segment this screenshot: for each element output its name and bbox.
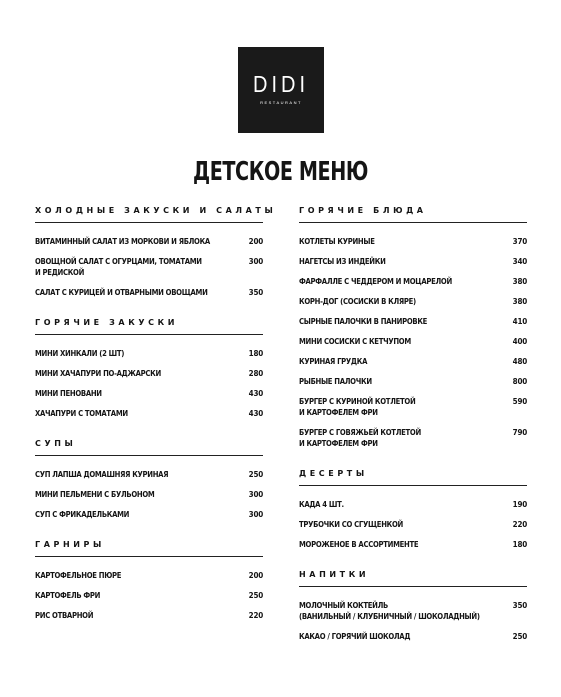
section-title: ХОЛОДНЫЕ ЗАКУСКИ И САЛАТЫ <box>35 206 263 223</box>
menu-item-price: 380 <box>512 277 527 286</box>
menu-item-name-line: КАКАО / ГОРЯЧИЙ ШОКОЛАД <box>299 632 411 641</box>
menu-section <box>35 206 277 298</box>
menu-item <box>299 236 527 247</box>
menu-item-name-line: ФАРФАЛЛЕ С ЧЕДДЕРОМ И МОЦАРЕЛОЙ <box>299 277 452 286</box>
menu-item-name-line: ВИТАМИННЫЙ САЛАТ ИЗ МОРКОВИ И ЯБЛОКА <box>35 237 210 246</box>
menu-item <box>299 631 527 642</box>
menu-section <box>299 469 527 550</box>
menu-item-name-line: МИНИ ХАЧАПУРИ ПО-АДЖАРСКИ <box>35 369 161 378</box>
menu-item-price: 300 <box>248 490 263 499</box>
menu-item-name <box>35 509 129 520</box>
menu-item-name <box>35 489 154 500</box>
menu-item-name <box>35 287 208 298</box>
menu-item-name-line: И РЕДИСКОЙ <box>35 268 85 277</box>
menu-item-name <box>299 519 403 530</box>
menu-item-name <box>299 376 372 387</box>
menu-item <box>35 408 263 419</box>
menu-item-name-line: КАРТОФЕЛЬНОЕ ПЮРЕ <box>35 571 122 580</box>
menu-section <box>35 439 263 520</box>
menu-item-name-line: ТРУБОЧКИ СО СГУЩЕНКОЙ <box>299 520 403 529</box>
menu-item <box>35 590 263 601</box>
menu-item-price: 190 <box>512 500 527 509</box>
menu-item <box>299 499 527 510</box>
menu-item-name-line: БУРГЕР С КУРИНОЙ КОТЛЕТОЙ <box>299 397 416 406</box>
menu-item <box>299 427 527 449</box>
menu-item-name <box>299 396 415 418</box>
menu-item-name-line: И КАРТОФЕЛЕМ ФРИ <box>299 408 378 417</box>
menu-item-name-line: СУП ЛАПША ДОМАШНЯЯ КУРИНАЯ <box>35 470 169 479</box>
menu-item <box>299 296 527 307</box>
menu-item-name-line: И КАРТОФЕЛЕМ ФРИ <box>299 439 378 448</box>
menu-item-name-line: ОВОЩНОЙ САЛАТ С ОГУРЦАМИ, ТОМАТАМИ <box>35 257 202 266</box>
menu-item-name <box>299 499 344 510</box>
menu-item-price: 220 <box>512 520 527 529</box>
page-title: ДЕТСКОЕ МЕНЮ <box>193 157 368 187</box>
menu-item <box>299 336 527 347</box>
section-title: НАПИТКИ <box>299 570 527 587</box>
menu-item-price: 220 <box>248 611 263 620</box>
menu-item <box>35 489 263 500</box>
menu-item-name <box>35 408 128 419</box>
logo-name: DIDI <box>253 72 309 98</box>
menu-section <box>35 318 263 419</box>
menu-item-name <box>35 570 121 581</box>
menu-item-price: 350 <box>248 288 263 297</box>
menu-item-name-line: МИНИ ПЕНОВАНИ <box>35 389 102 398</box>
menu-item-name <box>35 348 124 359</box>
menu-item <box>299 519 527 530</box>
menu-item-price: 400 <box>512 337 527 346</box>
menu-item-name <box>35 610 93 621</box>
menu-item-name <box>299 336 411 347</box>
menu-item-price: 410 <box>512 317 527 326</box>
menu-item-name-line: МОЛОЧНЫЙ КОКТЕЙЛЬ <box>299 601 388 610</box>
menu-item-name-line: МОРОЖЕНОЕ В АССОРТИМЕНТЕ <box>299 540 419 549</box>
menu-item-name <box>299 539 418 550</box>
menu-item-price: 380 <box>512 297 527 306</box>
menu-item-name-line: МИНИ СОСИСКИ С КЕТЧУПОМ <box>299 337 411 346</box>
menu-item-name <box>35 256 202 278</box>
menu-item-name <box>35 590 100 601</box>
menu-item <box>35 348 263 359</box>
menu-item-price: 350 <box>512 601 527 610</box>
menu-item-name <box>299 631 410 642</box>
menu-item-price: 250 <box>512 632 527 641</box>
menu-item-price: 180 <box>512 540 527 549</box>
menu-item <box>35 509 263 520</box>
menu-item-price: 180 <box>248 349 263 358</box>
menu-item-name <box>299 427 421 449</box>
menu-item-name-line: МИНИ ПЕЛЬМЕНИ С БУЛЬОНОМ <box>35 490 155 499</box>
menu-item-name-line: КОТЛЕТЫ КУРИНЫЕ <box>299 237 375 246</box>
section-title: ГОРЯЧИЕ БЛЮДА <box>299 206 527 223</box>
menu-item-price: 480 <box>512 357 527 366</box>
restaurant-logo <box>238 47 324 133</box>
menu-item-name-line: КАРТОФЕЛЬ ФРИ <box>35 591 101 600</box>
menu-item <box>299 256 527 267</box>
menu-item-price: 370 <box>512 237 527 246</box>
menu-item-price: 590 <box>512 397 527 406</box>
section-title: ГОРЯЧИЕ ЗАКУСКИ <box>35 318 263 335</box>
menu-item-name-line: МИНИ ХИНКАЛИ (2 ШТ) <box>35 349 125 358</box>
menu-item-name-line: КАДА 4 ШТ. <box>299 500 344 509</box>
menu-item-price: 250 <box>248 470 263 479</box>
menu-item-name-line: СЫРНЫЕ ПАЛОЧКИ В ПАНИРОВКЕ <box>299 317 428 326</box>
menu-item-price: 340 <box>512 257 527 266</box>
menu-item-name <box>299 296 416 307</box>
menu-item-price: 280 <box>248 369 263 378</box>
menu-section <box>35 540 263 621</box>
menu-item-price: 790 <box>512 428 527 437</box>
section-title: СУПЫ <box>35 439 263 456</box>
menu-item-name <box>299 356 367 367</box>
menu-item <box>299 376 527 387</box>
menu-item-name-line: РЫБНЫЕ ПАЛОЧКИ <box>299 377 372 386</box>
menu-item-name-line: НАГЕТСЫ ИЗ ИНДЕЙКИ <box>299 257 386 266</box>
menu-section <box>299 206 527 449</box>
menu-item-price: 200 <box>248 571 263 580</box>
menu-item-name-line: КУРИНАЯ ГРУДКА <box>299 357 368 366</box>
menu-item-name <box>299 600 480 622</box>
menu-item-price: 430 <box>248 409 263 418</box>
menu-item-price: 200 <box>248 237 263 246</box>
menu-item <box>299 539 527 550</box>
menu-item <box>35 570 263 581</box>
menu-item-name-line: БУРГЕР С ГОВЯЖЬЕЙ КОТЛЕТОЙ <box>299 428 421 437</box>
menu-item-price: 250 <box>248 591 263 600</box>
menu-item-name <box>35 236 210 247</box>
menu-item <box>35 236 263 247</box>
menu-item-name <box>299 276 452 287</box>
menu-item-name-line: СУП С ФРИКАДЕЛЬКАМИ <box>35 510 130 519</box>
menu-item-name <box>35 388 102 399</box>
menu-item-price: 300 <box>248 257 263 266</box>
menu-item-name-line: САЛАТ С КУРИЦЕЙ И ОТВАРНЫМИ ОВОЩАМИ <box>35 288 208 297</box>
menu-item-price: 800 <box>512 377 527 386</box>
menu-item-name <box>35 368 161 379</box>
right-column <box>299 206 527 662</box>
menu-item-name-line: ХАЧАПУРИ С ТОМАТАМИ <box>35 409 128 418</box>
menu-item <box>35 287 263 298</box>
menu-item-name-line: (ВАНИЛЬНЫЙ / КЛУБНИЧНЫЙ / ШОКОЛАДНЫЙ) <box>299 612 480 621</box>
menu-item <box>299 600 527 622</box>
menu-item-price: 300 <box>248 510 263 519</box>
menu-item <box>35 469 263 480</box>
menu-item <box>299 396 527 418</box>
menu-item-name-line: КОРН-ДОГ (СОСИСКИ В КЛЯРЕ) <box>299 297 416 306</box>
section-title: ДЕСЕРТЫ <box>299 469 527 486</box>
menu-item-name <box>35 469 168 480</box>
menu-item-price: 430 <box>248 389 263 398</box>
menu-item-name-line: РИС ОТВАРНОЙ <box>35 611 94 620</box>
menu-section <box>299 570 527 642</box>
menu-item <box>35 610 263 621</box>
left-column <box>35 206 277 641</box>
menu-item <box>35 256 263 278</box>
menu-item <box>299 356 527 367</box>
menu-item-name <box>299 236 375 247</box>
menu-item <box>299 316 527 327</box>
menu-item <box>35 368 263 379</box>
menu-item <box>35 388 263 399</box>
menu-item-name <box>299 256 386 267</box>
section-title: ГАРНИРЫ <box>35 540 263 557</box>
menu-item <box>299 276 527 287</box>
menu-item-name <box>299 316 427 327</box>
logo-tagline: RESTAURANT <box>260 100 302 105</box>
